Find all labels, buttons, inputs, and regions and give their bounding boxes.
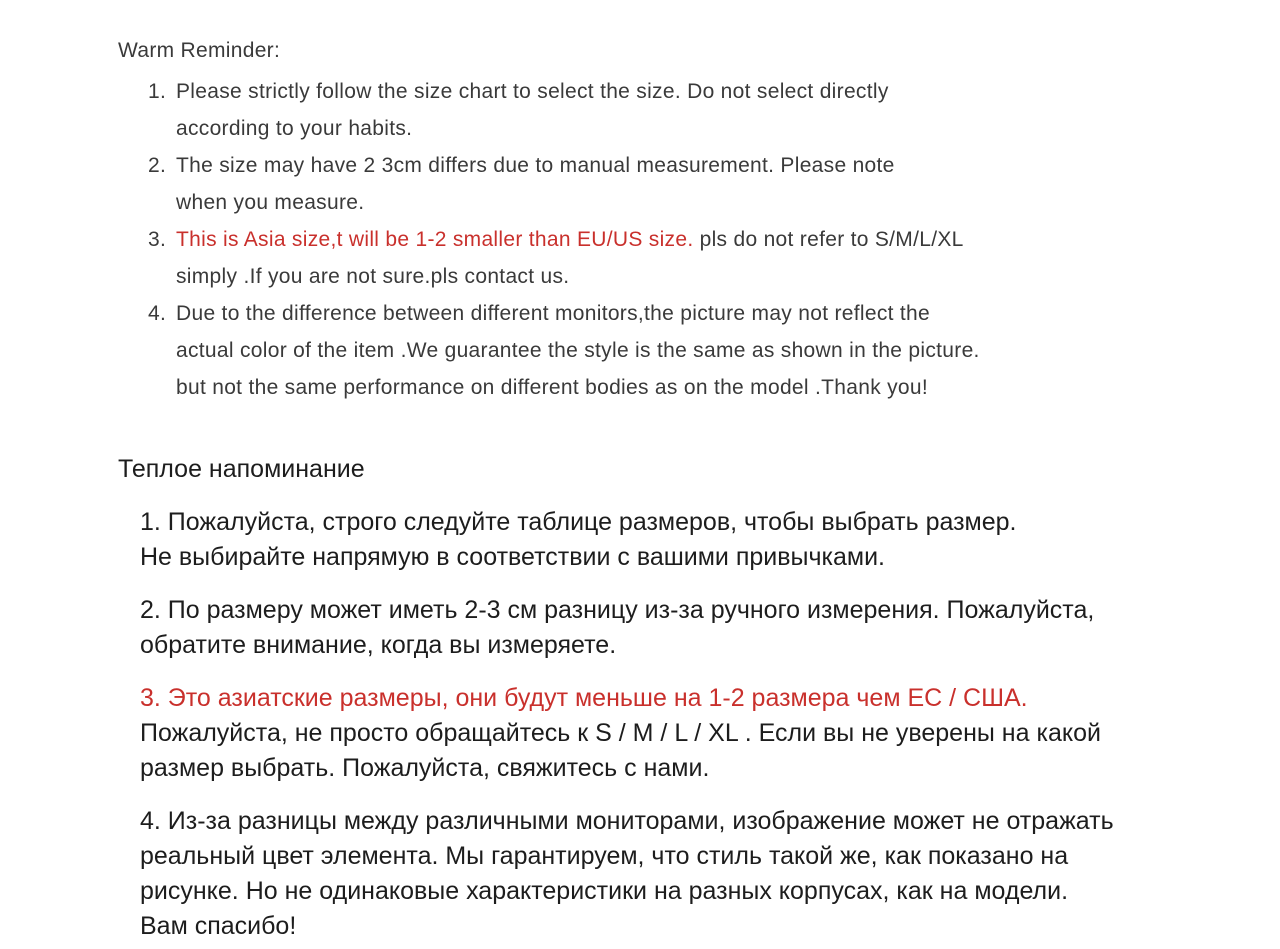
english-item-3 <box>148 221 1240 295</box>
text-line <box>140 839 1240 874</box>
text-line <box>176 73 1240 110</box>
item-text <box>176 147 1240 221</box>
item-number: 2. <box>148 154 167 177</box>
text-line <box>140 540 1240 575</box>
line-text: pls do not refer to S/M/L/XL <box>693 228 964 251</box>
text-line <box>176 258 1240 295</box>
line-text: Не выбирайте напрямую в соответствии с вашими привычками. <box>140 543 886 571</box>
item-text <box>176 221 1240 295</box>
text-line <box>140 628 1240 663</box>
english-reminder-section <box>118 32 1240 406</box>
line-text: Вам спасибо! <box>140 912 297 940</box>
text-line <box>140 804 1240 839</box>
item-number: 1. <box>148 80 167 103</box>
text-line <box>140 751 1240 786</box>
line-text: 1. Пожалуйста, строго следуйте таблице размеров, чтобы выбрать размер. <box>140 508 1017 536</box>
text-line <box>176 369 1240 406</box>
text-line <box>140 874 1240 909</box>
line-text: actual color of the item .We guarantee the style is the same as shown in the picture. <box>176 339 980 362</box>
text-line <box>176 184 1240 221</box>
line-text: when you measure. <box>176 191 365 214</box>
russian-title: Теплое напоминание <box>118 455 365 483</box>
line-text: according to your habits. <box>176 117 413 140</box>
line-text: 4. Из-за разницы между различными мониторами, изображение может не отражать <box>140 807 1114 835</box>
line-text: The size may have 2 3cm differs due to manual measurement. Please note <box>176 154 895 177</box>
russian-paragraph-1 <box>140 505 1240 575</box>
text-line <box>176 221 1240 258</box>
line-text: but not the same performance on different bodies as on the model .Thank you! <box>176 376 929 399</box>
text-line <box>176 295 1240 332</box>
line-text: Due to the difference between different monitors,the picture may not reflect the <box>176 302 930 325</box>
text-line <box>176 110 1240 147</box>
english-title: Warm Reminder: <box>118 39 281 62</box>
text-line <box>176 147 1240 184</box>
line-text: simply .If you are not sure.pls contact us. <box>176 265 570 288</box>
item-text <box>176 295 1240 406</box>
russian-paragraph-4 <box>140 804 1240 944</box>
text-line <box>140 505 1240 540</box>
line-text: рисунке. Но не одинаковые характеристики на разных корпусах, как на модели. <box>140 877 1069 905</box>
line-text: Please strictly follow the size chart to select the size. Do not select directly <box>176 80 889 103</box>
text-line <box>140 593 1240 628</box>
russian-reminder-section <box>118 452 1240 944</box>
item-text <box>176 73 1240 147</box>
line-text: реальный цвет элемента. Мы гарантируем, что стиль такой же, как показано на <box>140 842 1069 870</box>
english-item-4 <box>148 295 1240 406</box>
line-text: Пожалуйста, не просто обращайтесь к S / M / L / XL . Если вы не уверены на какой <box>140 719 1101 747</box>
english-item-1 <box>148 73 1240 147</box>
line-text: 2. По размеру может иметь 2-3 см разницу из-за ручного измерения. Пожалуйста, <box>140 596 1095 624</box>
text-line <box>140 681 1240 716</box>
line-text: обратите внимание, когда вы измеряете. <box>140 631 617 659</box>
text-line <box>176 332 1240 369</box>
red-text: 3. Это азиатские размеры, они будут меньше на 1-2 размера чем ЕС / США. <box>140 684 1028 712</box>
item-number: 4. <box>148 302 167 325</box>
russian-paragraph-3 <box>140 681 1240 786</box>
line-text: размер выбрать. Пожалуйста, свяжитесь с нами. <box>140 754 710 782</box>
russian-paragraph-2 <box>140 593 1240 663</box>
text-line <box>140 909 1240 944</box>
text-line <box>140 716 1240 751</box>
item-number: 3. <box>148 228 167 251</box>
english-item-2 <box>148 147 1240 221</box>
red-text: This is Asia size,t will be 1-2 smaller than EU/US size. <box>176 228 694 251</box>
